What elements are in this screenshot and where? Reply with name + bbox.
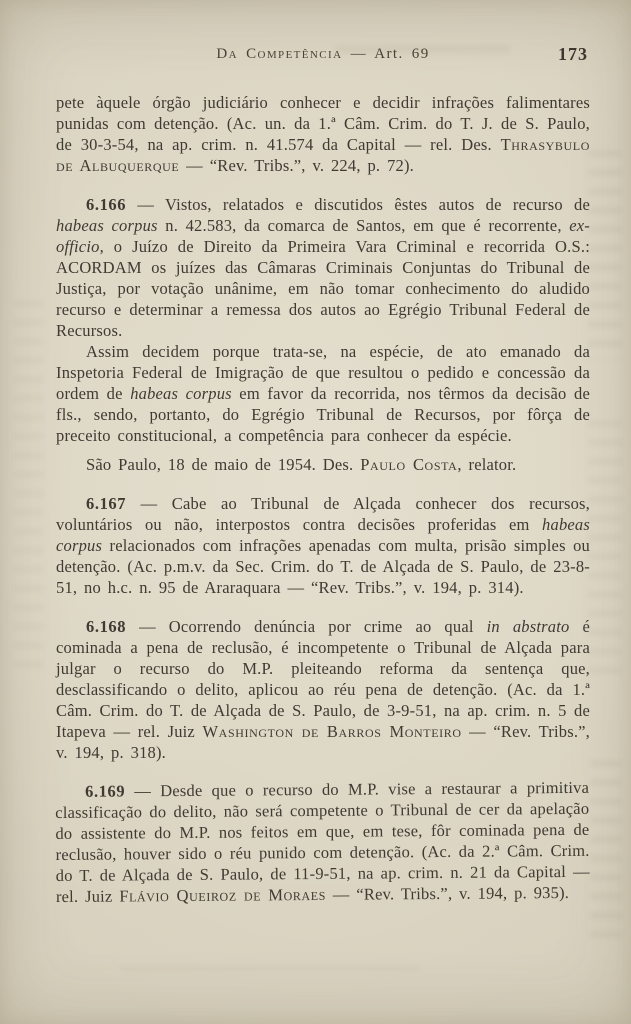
section-6168 <box>56 616 590 763</box>
text-segment: em favor da recorrida, nos têrmos da decisão de fls., sendo, portanto, do Egrégio Tribunal de Recursos, por fôrça de preceito constitucional, a competência para conhecer da espécie. <box>56 384 590 445</box>
page-number: 173 <box>558 44 588 64</box>
text-block <box>56 92 590 907</box>
continuation-paragraph <box>56 92 590 176</box>
section-6167 <box>56 493 590 598</box>
latin-term: ex-officio <box>56 216 590 256</box>
text-segment: — Ocorrendo denúncia por crime ao qual <box>126 617 487 636</box>
latin-term: habeas corpus <box>130 384 232 403</box>
latin-term: in abstrato <box>486 617 570 636</box>
text-segment: é cominada a pena de reclusão, é incompetente o Tribunal de Alçada para julgar o recurso do M.P. pleiteando reforma da sentença que, desclassificando o delito, aplicou ao réu pena de detenção. (Ac. da 1.ª Câm. Crim. do T. de Alçada de S. Paulo, de 3-9-51, na ap. crim. n. 5 de Itapeva — rel. Juiz <box>56 617 590 741</box>
running-title-article: — Art. 69 <box>342 46 430 62</box>
text-segment: — “Rev. Tribs.”, v. 194, p. 318). <box>56 722 590 762</box>
running-head <box>56 46 590 66</box>
latin-term: habeas corpus <box>56 515 590 555</box>
text-segment: — “Rev. Tribs.”, v. 194, p. 935). <box>325 882 570 904</box>
text-segment: — Vistos, relatados e discutidos êstes autos de recurso de <box>126 195 590 214</box>
text-segment: n. 42.583, da comarca de Santos, em que é recorrente, <box>157 216 570 235</box>
text-segment: , relator. <box>457 455 517 474</box>
person-name: Washington de Barros Monteiro <box>202 722 462 741</box>
text-segment: relacionados com infrações apenadas com multa, prisão simples ou detenção. (Ac. p.m.v. da Sec. Crim. do T. de Alçada de S. Paulo, de 23-8-51, no h.c. n. 95 de Araraquara — “Rev. Tribs.”, v. 194, p. 314). <box>56 536 590 597</box>
decision-paragraph <box>56 341 590 446</box>
person-name: Paulo Costa <box>360 455 458 474</box>
text-segment: , o Juízo de Direito da Primeira Vara Criminal e recorrida O.S.: ACORDAM os juízes das Câmaras Criminais Conjuntas do Tribunal de Justiça, por votação unânime, em não tomar conhecimento do aludido recurso e determinar a remessa dos autos ao Egrégio Tribunal Federal de Recursos. <box>56 237 590 340</box>
running-title <box>56 46 590 63</box>
section-6169 <box>55 777 590 907</box>
person-name: Flávio Queiroz de Moraes <box>119 884 327 906</box>
section-number: 6.167 <box>86 494 127 513</box>
person-name: Thrasybulo de Albuquerque <box>56 135 590 175</box>
text-segment: — “Rev. Tribs.”, v. 224, p. 72). <box>179 156 414 175</box>
text-segment: — Cabe ao Tribunal de Alçada conhecer dos recursos, voluntários ou não, interpostos contra decisões proferidas em <box>56 494 590 534</box>
text-segment: São Paulo, 18 de maio de 1954. Des. <box>86 455 361 474</box>
date-signature-line <box>56 454 590 475</box>
text-segment: pete àquele órgão judiciário conhecer e decidir infrações falimentares punidas com detenção. (Ac. un. da 1.ª Câm. Crim. do T. J. de S. Paulo, de 30-3-54, na ap. crim. n. 41.574 da Capital — rel. Des. <box>56 93 590 154</box>
latin-term: habeas corpus <box>56 216 158 235</box>
section-number: 6.168 <box>86 617 127 636</box>
text-segment: — Desde que o recurso do M.P. vise a restaurar a primitiva classificação do delito, não será competente o Tribunal de cer da apelação do assistente do M.P. nos feitos em que, em tese, fôr cominada pena de reclusão, houver sido o réu punido com detenção. (Ac. da 2.ª Câm. Crim. do T. de Alçada de S. Paulo, de 11-9-51, na ap. crim. n. 21 da Capital — rel. Juiz <box>55 777 590 907</box>
text-segment: Assim decidem porque trata-se, na espécie, de ato emanado da Inspetoria Federal de Imigração de que resultou o pedido e concessão da ordem de <box>56 342 590 403</box>
section-6166 <box>56 194 590 341</box>
running-title-text: Da Competência <box>216 46 343 62</box>
section-number: 6.166 <box>86 195 127 214</box>
section-number: 6.169 <box>85 781 126 801</box>
